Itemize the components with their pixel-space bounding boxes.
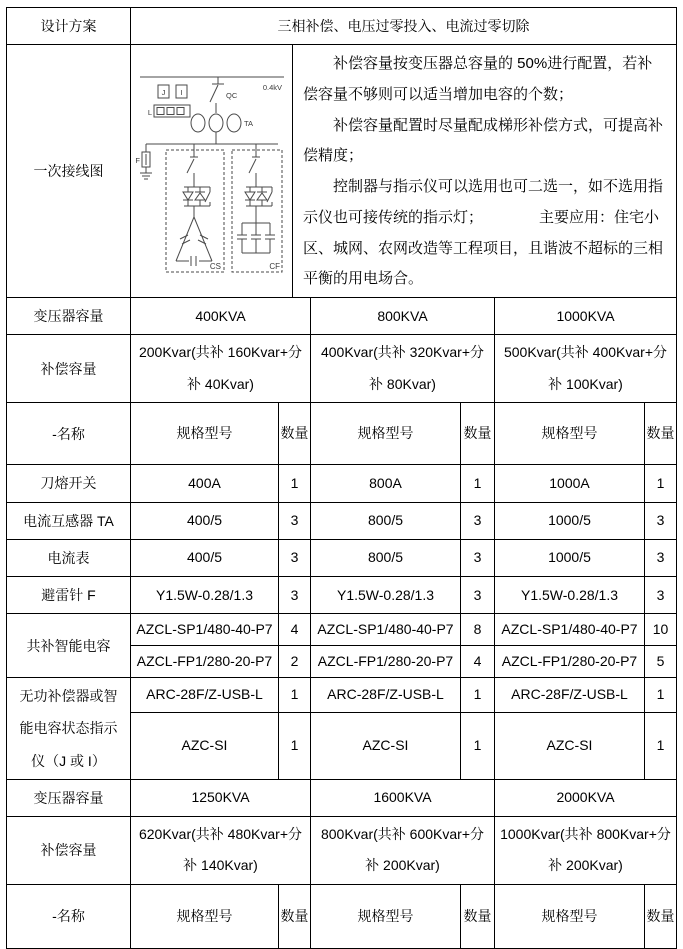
equipment-row: [7, 614, 677, 646]
qty-cell: 3: [645, 539, 677, 576]
ta-label: TA: [244, 118, 254, 128]
transformer-capacity-row-1: [7, 298, 677, 335]
lamps-label: L: [147, 107, 152, 117]
note-ladder-compensation: 补偿容量配置时尽量配成梯形补偿方式，可提高补偿精度；: [303, 116, 664, 165]
spec-cell: 800A: [311, 465, 461, 502]
qty-cell: 4: [461, 646, 495, 678]
compensation-capacity-label: 补偿容量: [7, 816, 131, 884]
spec-cell: 400/5: [131, 539, 279, 576]
qty-cell: 1: [645, 678, 677, 713]
equipment-name: 共补智能电容: [7, 614, 131, 678]
qc-label: QC: [226, 90, 238, 100]
header-spec: 规格型号: [131, 403, 279, 465]
indicator-label: I: [180, 87, 183, 97]
header-row-1: [7, 403, 677, 465]
design-scheme-label: 设计方案: [7, 8, 131, 45]
qty-cell: 3: [279, 576, 311, 613]
header-qty: 数量: [279, 884, 311, 948]
qty-cell: 1: [279, 465, 311, 502]
wiring-diagram-row: [7, 45, 677, 298]
spec-cell: 1000/5: [495, 539, 645, 576]
qty-cell: 8: [461, 614, 495, 646]
header-name: -名称: [7, 884, 131, 948]
qty-cell: 1: [645, 712, 677, 779]
spec-cell: Y1.5W-0.28/1.3: [131, 576, 279, 613]
transformer-capacity-value: 1600KVA: [311, 779, 495, 816]
header-qty: 数量: [461, 403, 495, 465]
qty-cell: 1: [645, 465, 677, 502]
qty-cell: 1: [461, 712, 495, 779]
design-scheme-value: 三相补偿、电压过零投入、电流过零切除: [131, 8, 677, 45]
spec-table: [6, 7, 677, 949]
one-line-diagram: [132, 65, 292, 278]
equipment-row: [7, 678, 677, 713]
compensation-capacity-value: 620Kvar(共补 480Kvar+分补 140Kvar): [131, 816, 311, 884]
header-row-2: [7, 884, 677, 948]
qty-cell: 1: [279, 712, 311, 779]
header-spec: 规格型号: [311, 403, 461, 465]
qty-cell: 3: [461, 502, 495, 539]
qty-cell: 1: [461, 678, 495, 713]
qty-cell: 2: [279, 646, 311, 678]
qty-cell: 1: [279, 678, 311, 713]
cs-branch: [176, 144, 212, 266]
spec-cell: AZCL-SP1/480-40-P7: [495, 614, 645, 646]
qty-cell: 1: [461, 465, 495, 502]
spec-cell: AZCL-FP1/280-20-P7: [131, 646, 279, 678]
header-spec: 规格型号: [131, 884, 279, 948]
arrester-icon: [140, 144, 152, 179]
controller-indicator-icons: [154, 85, 190, 117]
compensation-capacity-value: 800Kvar(共补 600Kvar+分补 200Kvar): [311, 816, 495, 884]
header-qty: 数量: [645, 884, 677, 948]
spec-cell: 400/5: [131, 502, 279, 539]
qty-cell: 5: [645, 646, 677, 678]
spec-cell: AZC-SI: [495, 712, 645, 779]
header-name: -名称: [7, 403, 131, 465]
qty-cell: 3: [461, 539, 495, 576]
qty-cell: 3: [645, 576, 677, 613]
diagram-lines: [140, 77, 284, 272]
compensation-capacity-value: 200Kvar(共补 160Kvar+分补 40Kvar): [131, 335, 311, 403]
header-spec: 规格型号: [311, 884, 461, 948]
note-capacity-config: 补偿容量按变压器总容量的 50%进行配置，若补偿容量不够则可以适当增加电容的个数；: [303, 55, 653, 103]
qty-cell: 3: [279, 539, 311, 576]
transformer-capacity-value: 1250KVA: [131, 779, 311, 816]
transformer-capacity-label: 变压器容量: [7, 779, 131, 816]
equipment-row: [7, 465, 677, 502]
equipment-name: 避雷针 F: [7, 576, 131, 613]
header-spec: 规格型号: [495, 884, 645, 948]
spec-cell: ARC-28F/Z-USB-L: [495, 678, 645, 713]
note-controller: 控制器与指示仪可以选用也可二选一，如不选用指示仪也可接传统的指示灯；: [303, 178, 664, 226]
note-application: 主要应用：住宅小区、城网、农网改造等工程项目，且谐波不超标的三相平衡的用电场合。: [303, 208, 664, 288]
transformer-capacity-value: 800KVA: [311, 298, 495, 335]
spec-cell: AZC-SI: [311, 712, 461, 779]
cf-bank-box: [232, 150, 282, 272]
equipment-name: 电流表: [7, 539, 131, 576]
qty-cell: 3: [461, 576, 495, 613]
cs-label: CS: [209, 261, 221, 271]
arrester-label: F: [135, 155, 140, 165]
equipment-row: [7, 539, 677, 576]
qty-cell: 3: [645, 502, 677, 539]
one-line-diagram-cell: [131, 45, 293, 298]
compensation-capacity-row-1: [7, 335, 677, 403]
transformer-capacity-value: 1000KVA: [495, 298, 677, 335]
spec-cell: AZCL-FP1/280-20-P7: [495, 646, 645, 678]
spec-cell: ARC-28F/Z-USB-L: [131, 678, 279, 713]
header-qty: 数量: [645, 403, 677, 465]
compensation-capacity-value: 400Kvar(共补 320Kvar+分补 80Kvar): [311, 335, 495, 403]
header-qty: 数量: [461, 884, 495, 948]
spec-cell: AZCL-FP1/280-20-P7: [311, 646, 461, 678]
controller-label: J: [161, 87, 166, 97]
spec-cell: AZCL-SP1/480-40-P7: [131, 614, 279, 646]
spec-cell: Y1.5W-0.28/1.3: [311, 576, 461, 613]
wiring-diagram-label: 一次接线图: [7, 45, 131, 298]
spec-cell: 400A: [131, 465, 279, 502]
qty-cell: 10: [645, 614, 677, 646]
cf-branch: [237, 144, 275, 253]
spec-cell: 800/5: [311, 502, 461, 539]
equipment-row: [7, 576, 677, 613]
current-transformer-icon: [191, 114, 241, 132]
qty-cell: 3: [279, 502, 311, 539]
transformer-capacity-label: 变压器容量: [7, 298, 131, 335]
qty-cell: 4: [279, 614, 311, 646]
compensation-capacity-value: 1000Kvar(共补 800Kvar+分补 200Kvar): [495, 816, 677, 884]
configuration-notes: [293, 45, 677, 298]
spec-cell: Y1.5W-0.28/1.3: [495, 576, 645, 613]
cf-label: CF: [269, 261, 280, 271]
spec-cell: AZC-SI: [131, 712, 279, 779]
design-scheme-row: [7, 8, 677, 45]
compensation-capacity-value: 500Kvar(共补 400Kvar+分补 100Kvar): [495, 335, 677, 403]
transformer-capacity-value: 2000KVA: [495, 779, 677, 816]
qc-switch-icon: [210, 85, 218, 102]
equipment-name: 刀熔开关: [7, 465, 131, 502]
note-controller-and-application: [303, 172, 666, 295]
bus-voltage-label: 0.4kV: [262, 82, 282, 92]
equipment-row: [7, 502, 677, 539]
spec-cell: ARC-28F/Z-USB-L: [311, 678, 461, 713]
transformer-capacity-value: 400KVA: [131, 298, 311, 335]
compensation-capacity-label: 补偿容量: [7, 335, 131, 403]
equipment-name: 无功补偿器或智能电容状态指示仪（J 或 I）: [7, 678, 131, 780]
compensation-capacity-row-2: [7, 816, 677, 884]
spec-cell: 1000/5: [495, 502, 645, 539]
header-qty: 数量: [279, 403, 311, 465]
header-spec: 规格型号: [495, 403, 645, 465]
equipment-name: 电流互感器 TA: [7, 502, 131, 539]
spec-cell: 800/5: [311, 539, 461, 576]
transformer-capacity-row-2: [7, 779, 677, 816]
spec-cell: AZCL-SP1/480-40-P7: [311, 614, 461, 646]
spec-cell: 1000A: [495, 465, 645, 502]
cs-bank-box: [166, 150, 224, 272]
